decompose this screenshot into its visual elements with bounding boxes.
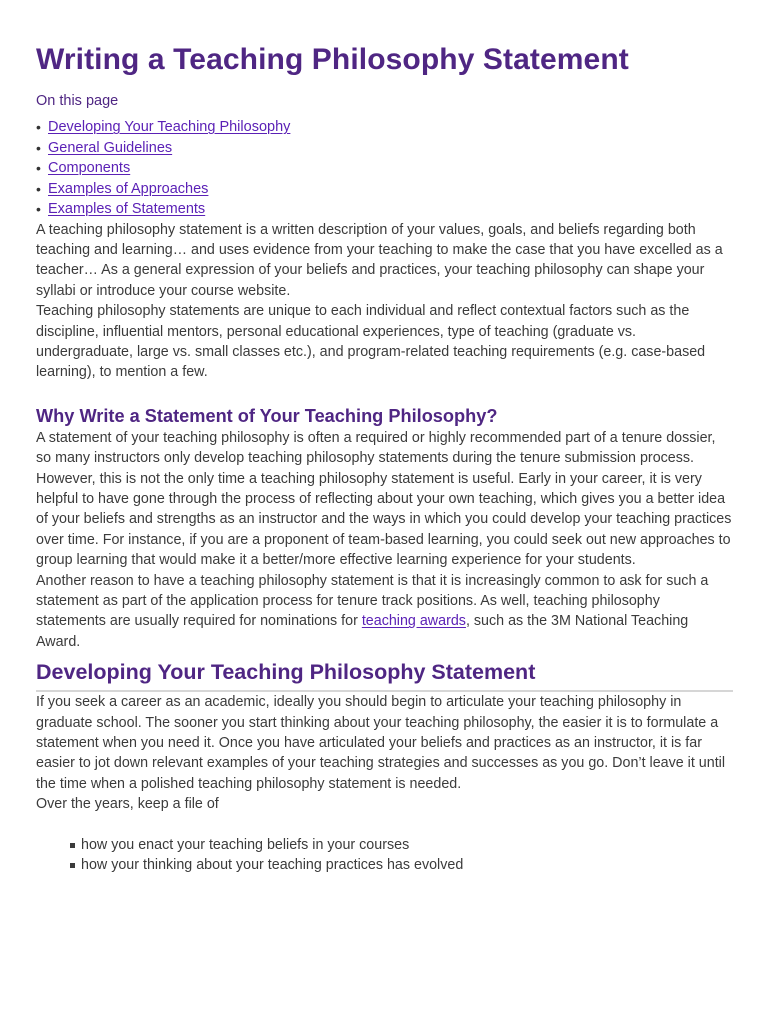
toc-link-statements[interactable]: Examples of Statements (48, 201, 206, 217)
toc-link-guidelines[interactable]: General Guidelines (48, 139, 173, 156)
developing-heading: Developing Your Teaching Philosophy Statement (36, 658, 733, 692)
why-paragraph-1: A statement of your teaching philosophy is often a required or highly recommended part of a tenure dossier, so many instructors only develop teaching philosophy statements during the tenure submission process. However, this is not the only time a teaching philosophy statement is useful. Early in your career, it is very helpful to have gone through the process of reflecting about your own teaching, which gives you a better idea of your beliefs and strengths as an instructor and the ways in which you could develop your teaching practices over time. For instance, if you are a proponent of team-based learning, you could seek out new approaches to group learning that would make it a better/more effective learning experience for your students. (36, 429, 732, 569)
developing-paragraph-1: If you seek a career as an academic, ideally you should begin to articulate your teaching philosophy in graduate school. The sooner you start thinking about your teaching philosophy, the easier it is to formulate a statement when you need it. Once you have articulated your beliefs and practices as an instructor, it is far easier to jot down relevant examples of your teaching strategies and successes as you go. Don’t leave it until the time when a polished teaching philosophy statement is needed. (36, 694, 726, 792)
toc-item (36, 179, 732, 200)
on-this-page-label: On this page (36, 93, 119, 109)
list-item-text: how you enact your teaching beliefs in your courses (81, 836, 410, 853)
toc-link-components[interactable]: Components (48, 160, 131, 176)
developing-paragraph-2: Over the years, keep a file of (36, 796, 219, 813)
keep-file-list (36, 835, 732, 876)
intro-paragraph-2: Teaching philosophy statements are unique to each individual and reflect contextual factors such as the discipline, influential mentors, personal educational experiences, type of teaching (graduate vs. undergraduate, large vs. small classes etc.), and program-related teaching requirements (e.g. case-based learning), to mention a few. (36, 303, 706, 381)
toc-item (36, 138, 732, 159)
bullet-icon: • (36, 139, 41, 156)
bullet-icon: • (36, 160, 41, 176)
intro-paragraph-1: A teaching philosophy statement is a written description of your values, goals, and beliefs regarding both teaching and learning… and uses evidence from your teaching to make the case that you have excelled as a teacher… As a general expression of your beliefs and practices, your teaching philosophy can shape your syllabi or introduce your course website. (36, 221, 723, 299)
why-heading: Why Write a Statement of Your Teaching Philosophy? (36, 405, 498, 426)
toc-item (36, 199, 732, 220)
why-paragraph-2-text-after: , such as the 3M National Teaching Award. (36, 613, 689, 650)
bullet-icon: • (36, 180, 41, 197)
square-bullet-icon (70, 863, 75, 868)
list-item (81, 855, 732, 875)
why-paragraph-2 (36, 571, 732, 653)
toc-item (36, 158, 732, 179)
teaching-awards-link[interactable]: teaching awards (361, 613, 466, 630)
table-of-contents (36, 117, 732, 220)
bullet-icon: • (36, 201, 41, 217)
bullet-icon: • (36, 119, 41, 135)
toc-link-developing[interactable]: Developing Your Teaching Philosophy (48, 119, 291, 135)
square-bullet-icon (70, 843, 75, 848)
page-title: Writing a Teaching Philosophy Statement (36, 43, 629, 76)
list-item-text: how your thinking about your teaching practices has evolved (81, 857, 464, 874)
toc-link-approaches[interactable]: Examples of Approaches (48, 180, 209, 197)
why-paragraph-2-text-before: Another reason to have a teaching philosophy statement is that it is increasingly common to ask for such a statement as part of the application process for tenure track positions. As well, teaching philosophy statements are usually required for nominations for (36, 572, 709, 630)
list-item (81, 835, 732, 855)
toc-item (36, 117, 732, 138)
